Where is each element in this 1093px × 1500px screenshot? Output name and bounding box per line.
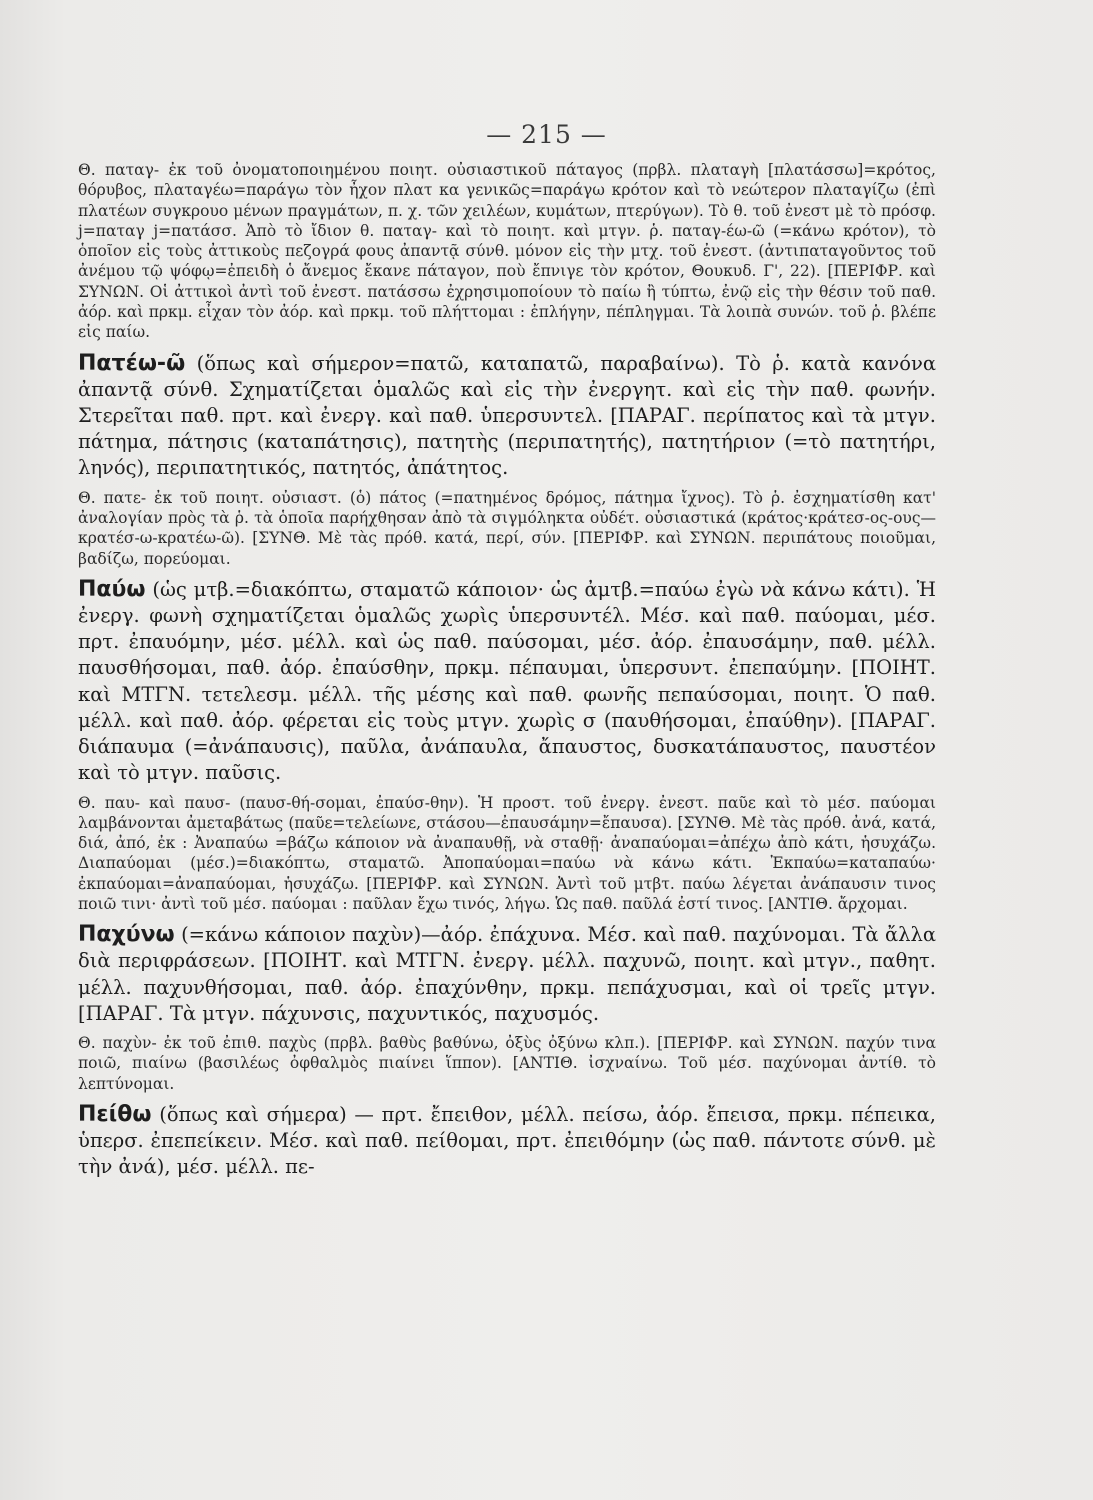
headword: Παύω xyxy=(78,576,146,602)
etymology-paragraph: Θ. παταγ- ἐκ τοῦ ὀνοματοποιημένου ποιητ. οὐσιαστικοῦ πάταγος (πρβλ. πλαταγὴ [πλατάσσω]=κρότος, θόρυβος, πλαταγέω=παράγω τὸν ἦχον πλατ κα γενικῶς=παράγω κρότον καὶ τὸ νεώτερον πλαταγίζω (ἐπὶ πλατέων συγκρουο μένων πραγμάτων, π. χ. τῶν χειλέων, κυμάτων, πτερύγων). Τὸ θ. τοῦ ἐνεστ μὲ τὸ πρόσφ. j=παταγ j=πατάσσ. Ἀπὸ τὸ ἴδιον θ. παταγ- καὶ τὸ ποιητ. καὶ μτγν. ῥ. παταγ-έω-ῶ (=κάνω κρότον), τὸ ὁποῖον εἰς τοὺς ἀττικοὺς πεζογρά φους ἀπαντᾷ σύνθ. μόνον εἰς τὴν μτχ. τοῦ ἐνεστ. (ἀντιπαταγοῦντος τοῦ ἀνέμου τῷ ψόφῳ=ἐπειδὴ ὁ ἄνεμος ἔκανε πάταγον, ποὺ ἔπνιγε τὸν κρότον, Θουκυδ. Γ', 22). [ΠΕΡΙΦΡ. καὶ ΣΥΝΩΝ. Οἱ ἀττικοὶ ἀντὶ τοῦ ἐνεστ. πατάσσω ἐχρησιμοποίουν τὸ παίω ἢ τύπτω, ἐνῷ εἰς τὴν θέσιν τοῦ παθ. ἀόρ. καὶ πρκμ. εἶχαν τὸν ἀόρ. καὶ πρκμ. τοῦ πλήττομαι : ἐπλήγην, πέπληγμαι. Τὰ λοιπὰ συνών. τοῦ ῥ. βλέπε εἰς παίω. xyxy=(78,161,936,342)
entry-peitho xyxy=(78,1102,936,1181)
headword: Πείθω xyxy=(78,1101,152,1127)
entry-pateo xyxy=(78,351,936,482)
page-number: — 215 — xyxy=(486,120,607,149)
etymology-paragraph: Θ. παυ- καὶ παυσ- (παυσ-θή-σομαι, ἐπαύσ-θην). Ἡ προστ. τοῦ ἐνεργ. ἐνεστ. παῦε καὶ τὸ μέσ. παύομαι λαμβάνονται ἀμεταβάτως (παῦε=τελείωνε, στάσου—ἐπαυσάμην=ἔπαυσα). [ΣΥΝΘ. Μὲ τὰς πρόθ. ἀνά, κατά, διά, ἀπό, ἐκ : Ἀναπαύω =βάζω κάποιον νὰ ἀναπαυθῇ, νὰ σταθῇ· ἀναπαύομαι=ἀπέχω ἀπὸ κάτι, ἡσυχάζω. Διαπαύομαι (μέσ.)=διακόπτω, σταματῶ. Ἀποπαύομαι=παύω νὰ κάνω κάτι. Ἐκπαύω=καταπαύω· ἐκπαύομαι=ἀναπαύομαι, ἡσυχάζω. [ΠΕΡΙΦΡ. καὶ ΣΥΝΩΝ. Ἀντὶ τοῦ μτβτ. παύω λέγεται ἀνάπαυσιν τινος ποιῶ τινι· ἀντὶ τοῦ μέσ. παύομαι : παῦλαν ἔχω τινός, λήγω. Ὡς παθ. παῦλά ἐστί τινος. [ΑΝΤΙΘ. ἄρχομαι. xyxy=(78,793,936,913)
headword: Παχύνω xyxy=(78,922,175,948)
entry-text: (ὅπως καὶ σήμερον=πατῶ, καταπατῶ, παραβαίνω). Τὸ ῥ. κατὰ κανόνα ἀπαντᾷ σύνθ. Σχηματίζεται ὁμαλῶς καὶ εἰς τὴν ἐνεργητ. καὶ εἰς τὴν παθ. φωνήν. Στερεῖται παθ. πρτ. καὶ ἐνεργ. καὶ παθ. ὑπερσυντελ. [ΠΑΡΑΓ. περίπατος καὶ τὰ μτγν. πάτημα, πάτησις (καταπάτησις), πατητὴς (περιπατητής), πατητήριον (=τὸ πατητήρι, ληνός), περιπατητικός, πατητός, ἀπάτητος. xyxy=(78,351,936,480)
entry-pauo xyxy=(78,577,936,787)
etymology-paragraph: Θ. πατε- ἐκ τοῦ ποιητ. οὐσιαστ. (ὁ) πάτος (=πατημένος δρόμος, πάτημα ἴχνος). Τὸ ῥ. ἐσχηματίσθη κατ' ἀναλογίαν πρὸς τὰ ῥ. τὰ ὁποῖα παρήχθησαν ἀπὸ τὰ σιγμόληκτα οὐδέτ. οὐσιαστικά (κράτος·κράτεσ-ος-ους—κρατέσ-ω-κρατέω-ῶ). [ΣΥΝΘ. Μὲ τὰς πρόθ. κατά, περί, σύν. [ΠΕΡΙΦΡ. καὶ ΣΥΝΩΝ. περιπάτους ποιοῦμαι, βαδίζω, πορεύομαι. xyxy=(78,488,936,568)
entry-text: (=κάνω κάποιον παχὺν)—ἀόρ. ἐπάχυνα. Μέσ. καὶ παθ. παχύνομαι. Τὰ ἄλλα διὰ περιφράσεων. [ΠΟΙΗΤ. καὶ ΜΤΓΝ. ἐνεργ. μέλλ. παχυνῶ, ποιητ. καὶ μτγν., παθητ. μέλλ. παχυνθήσομαι, παθ. ἀόρ. ἐπαχύνθην, πρκμ. πεπάχυσμαι, καὶ οἱ τρεῖς μτγν. [ΠΑΡΑΓ. Τὰ μτγν. πάχυνσις, παχυντικός, παχυσμός. xyxy=(78,923,936,1025)
headword: Πατέω-ῶ xyxy=(78,350,186,376)
entry-pachyno xyxy=(78,922,936,1027)
entry-text: (ὅπως καὶ σήμερα) — πρτ. ἔπειθον, μέλλ. πείσω, ἀόρ. ἔπεισα, πρκμ. πέπεικα, ὑπερσ. ἐπεπείκειν. Μέσ. καὶ παθ. πείθομαι, πρτ. ἐπειθόμην (ὡς παθ. πάντοτε σύνθ. μὲ τὴν ἀνά), μέσ. μέλλ. πε- xyxy=(78,1102,936,1179)
etymology-paragraph: Θ. παχὺν- ἐκ τοῦ ἐπιθ. παχὺς (πρβλ. βαθὺς βαθύνω, ὀξὺς ὀξύνω κλπ.). [ΠΕΡΙΦΡ. καὶ ΣΥΝΩΝ. παχύν τινα ποιῶ, πιαίνω (βασιλέως ὀφθαλμὸς πιαίνει ἵππον). [ΑΝΤΙΘ. ἰσχναίνω. Τοῦ μέσ. παχύνομαι ἀντίθ. τὸ λεπτύνομαι. xyxy=(78,1034,936,1093)
page-content xyxy=(78,160,936,1187)
entry-text: (ὡς μτβ.=διακόπτω, σταματῶ κάποιον· ὡς ἀμτβ.=παύω ἐγὼ νὰ κάνω κάτι). Ἡ ἐνεργ. φωνὴ σχηματίζεται ὁμαλῶς χωρὶς ὑπερσυντέλ. Μέσ. καὶ παθ. παύομαι, μέσ. πρτ. ἐπαυόμην, μέσ. μέλλ. καὶ ὡς παθ. παύσομαι, μέσ. ἀόρ. ἐπαυσάμην, παθ. μέλλ. παυσθήσομαι, παθ. ἀόρ. ἐπαύσθην, πρκμ. πέπαυμαι, ὑπερσυντ. ἐπεπαύμην. [ΠΟΙΗΤ. καὶ ΜΤΓΝ. τετελεσμ. μέλλ. τῆς μέσης καὶ παθ. φωνῆς πεπαύσομαι, ποιητ. Ὁ παθ. μέλλ. καὶ παθ. ἀόρ. φέρεται εἰς τοὺς μτγν. χωρὶς σ (παυθήσομαι, ἐπαύθην). [ΠΑΡΑΓ. διάπαυμα (=ἀνάπαυσις), παῦλα, ἀνάπαυλα, ἄπαυστος, δυσκατάπαυστος, παυστέον καὶ τὸ μτγν. παῦσις. xyxy=(78,577,936,785)
